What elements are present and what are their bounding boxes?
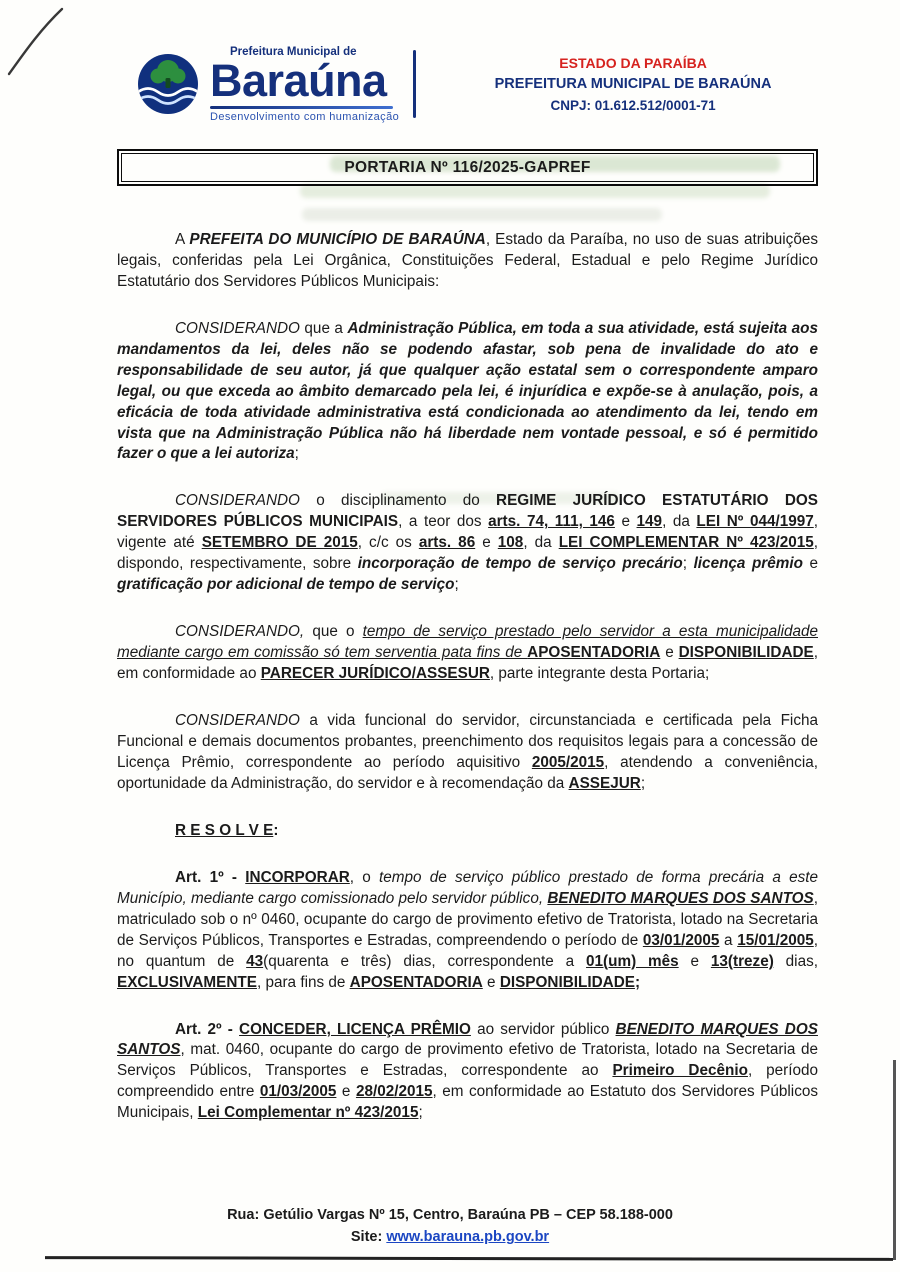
- logo-name: Baraúna: [210, 55, 387, 106]
- logo-pretitle: Prefeitura Municipal de: [230, 46, 357, 58]
- resolve-heading: R E S O L V E:: [175, 821, 279, 839]
- municipality-name: PREFEITURA MUNICIPAL DE BARAÚNA: [494, 75, 772, 92]
- article-2-paragraph: Art. 2º - CONCEDER, LICENÇA PRÊMIO ao servidor público BENEDITO MARQUES DOS SANTOS, mat. 0460, ocupante do cargo de provimento efetivo de Tratorista, lotado na Secretaria de Serviços Públicos, Transportes e Estradas, correspondente ao Primeiro Decênio, período compreendido entre 01/03/2005 e 28/02/2015, em conformidade ao Estatuto dos Servidores Públicos Municipais, Lei Complementar nº 423/2015;: [117, 1020, 819, 1122]
- bleed-through-artifact: [302, 208, 662, 221]
- logo-swoosh-rule: [210, 106, 393, 109]
- scan-bottom-edge-line: [45, 1256, 893, 1261]
- considerando-paragraph-2: CONSIDERANDO o disciplinamento do REGIME JURÍDICO ESTATUTÁRIO DOS SERVIDORES PÚBLICOS MUNICIPAIS, a teor dos arts. 74, 111, 146 e 149, da LEI Nº 044/1997, vigente até SETEMBRO DE 2015, c/c os arts. 86 e 108, da LEI COMPLEMENTAR Nº 423/2015, dispondo, respectivamente, sobre incorporação de tempo de serviço precário; licença prêmio e gratificação por adicional de tempo de serviço;: [117, 492, 819, 594]
- footer-address: Rua: Getúlio Vargas Nº 15, Centro, Baraúna PB – CEP 58.188-000: [227, 1207, 673, 1223]
- preamble-paragraph: A PREFEITA DO MUNICÍPIO DE BARAÚNA, Estado da Paraíba, no uso de suas atribuições legais, conferidas pela Lei Orgânica, Constituições Federal, Estadual e pelo Regime Jurídico Estatutário dos Servidores Públicos Municipais:: [117, 230, 818, 290]
- barauna-emblem-icon: [136, 52, 200, 116]
- state-name: ESTADO DA PARAÍBA: [559, 54, 707, 71]
- scan-right-edge-line: [893, 1060, 896, 1260]
- footer-site-label: Site:: [350, 1229, 387, 1246]
- logo-text: [210, 46, 399, 123]
- bleed-through-artifact: [300, 184, 770, 198]
- document-body: [117, 230, 818, 1124]
- cnpj-number: CNPJ: 01.612.512/0001-71: [550, 97, 716, 113]
- portaria-title: PORTARIA Nº 116/2025-GAPREF: [121, 153, 814, 182]
- pen-mark: [2, 2, 74, 80]
- footer-site-line: [0, 1226, 900, 1248]
- considerando-paragraph-3: CONSIDERANDO, que o tempo de serviço prestado pelo servidor a esta municipalidade mediante cargo em comissão só tem serventia pata fins de APOSENTADORIA e DISPONIBILIDADE, em conformidade ao PARECER JURÍDICO/ASSESUR, parte integrante desta Portaria;: [117, 623, 818, 683]
- document-footer: [0, 1204, 900, 1249]
- letterhead: [136, 46, 836, 123]
- footer-site-link[interactable]: www.barauna.pb.gov.br: [386, 1229, 550, 1246]
- header-state-block: [430, 53, 836, 116]
- considerando-paragraph-4: CONSIDERANDO a vida funcional do servidor, circunstanciada e certificada pela Ficha Funcional e demais documentos probantes, preenchimento dos requisitos legais para a concessão de Licença Prêmio, correspondente ao período aquisitivo 2005/2015, atendendo a conveniência, oportunidade da Administração, do servidor e à recomendação da ASSEJUR;: [117, 712, 818, 792]
- article-1-paragraph: Art. 1º - INCORPORAR, o tempo de serviço público prestado de forma precária a este Município, mediante cargo comissionado pelo servidor público, BENEDITO MARQUES DOS SANTOS, matriculado sob o nº 0460, ocupante do cargo de provimento efetivo de Tratorista, lotado na Secretaria de Serviços Públicos, Transportes e Estradas, compreendendo o período de 03/01/2005 a 15/01/2005, no quantum de 43(quarenta e três) dias, correspondente a 01(um) mês e 13(treze) dias, EXCLUSIVAMENTE, para fins de APOSENTADORIA e DISPONIBILIDADE;: [117, 868, 818, 991]
- portaria-title-box: [117, 149, 818, 186]
- header-divider: [413, 50, 416, 118]
- logo-tagline: Desenvolvimento com humanização: [210, 110, 400, 123]
- municipality-logo: [136, 46, 399, 123]
- considerando-paragraph-1: CONSIDERANDO que a Administração Pública, em toda a sua atividade, está sujeita aos mandamentos da lei, deles não se podendo afastar, sob pena de invalidade do ato e responsabilidade de seu autor, já que qualquer ação estatal sem o correspondente amparo legal, ou que exceda ao âmbito demarcado pela lei, é injurídica e expõe-se à anulação, pois, a eficácia de toda atividade administrativa está condicionada ao atendimento da lei, tendo em vista que na Administração Pública não há liberdade nem vontade pessoal, e só é permitido fazer o que a lei autoriza;: [117, 319, 818, 463]
